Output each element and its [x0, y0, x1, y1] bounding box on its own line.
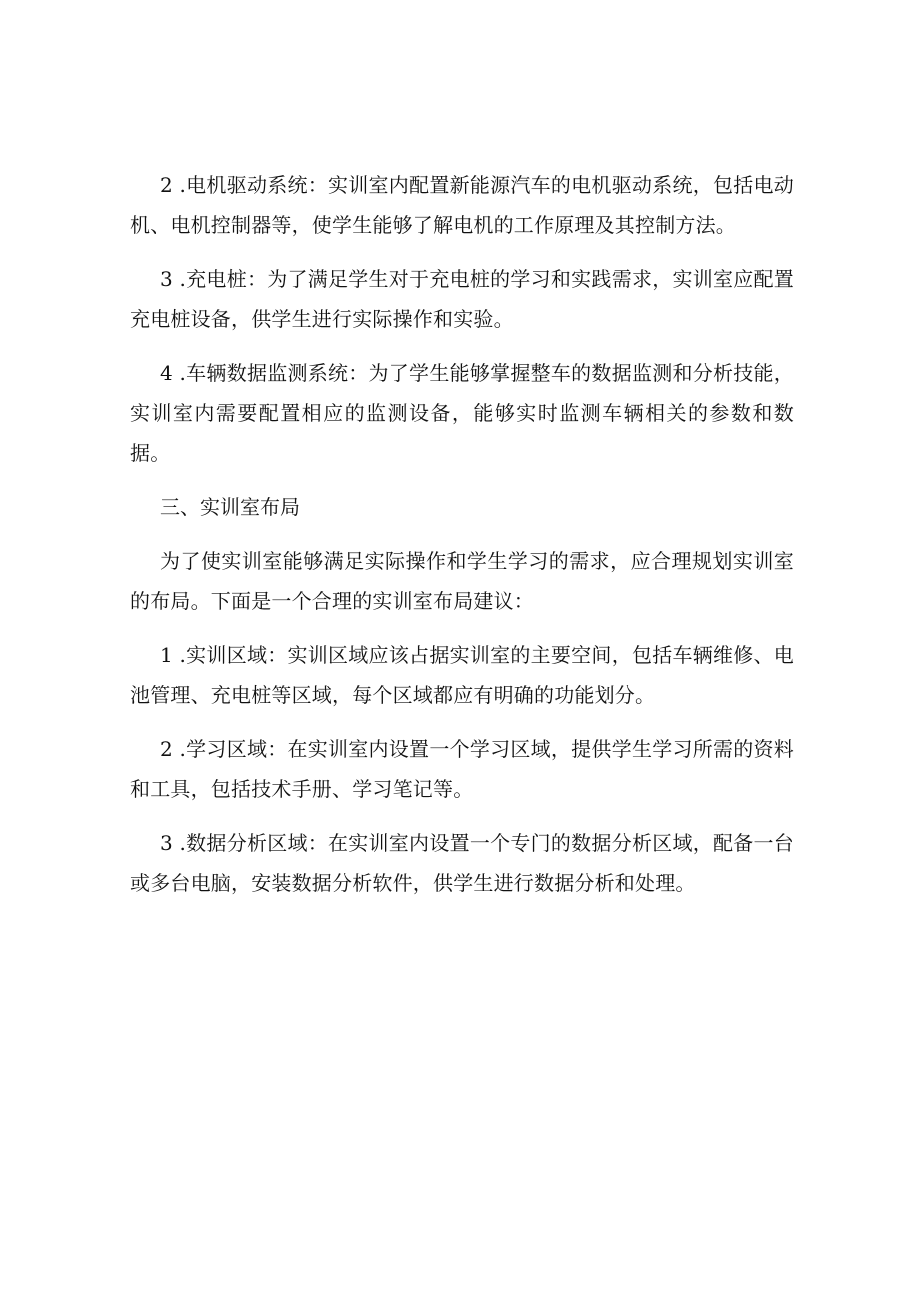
list-item-study-area: 2 .学习区域：在实训室内设置一个学习区域，提供学生学习所需的资料和工具，包括技术手册、学习笔记等。	[130, 737, 794, 801]
body-paragraph-layout-intro: 为了使实训室能够满足实际操作和学生学习的需求，应合理规划实训室的布局。下面是一个合理的实训室布局建议：	[130, 549, 794, 613]
list-item-charging-pile: 3 .充电桩：为了满足学生对于充电桩的学习和实践需求，实训室应配置充电桩设备，供学生进行实际操作和实验。	[130, 267, 794, 331]
document-body	[130, 165, 794, 917]
list-item-motor-drive: 2 .电机驱动系统：实训室内配置新能源汽车的电机驱动系统，包括电动机、电机控制器等，使学生能够了解电机的工作原理及其控制方法。	[130, 173, 794, 237]
list-item-data-analysis-area: 3 .数据分析区域：在实训室内设置一个专门的数据分析区域，配备一台或多台电脑，安装数据分析软件，供学生进行数据分析和处理。	[130, 831, 794, 895]
section-heading-layout: 三、实训室布局	[160, 495, 300, 519]
list-item-data-monitoring: 4 .车辆数据监测系统：为了学生能够掌握整车的数据监测和分析技能，实训室内需要配置相应的监测设备，能够实时监测车辆相关的参数和数据。	[130, 361, 794, 465]
list-item-training-area: 1 .实训区域：实训区域应该占据实训室的主要空间，包括车辆维修、电池管理、充电桩等区域，每个区域都应有明确的功能划分。	[130, 643, 794, 707]
